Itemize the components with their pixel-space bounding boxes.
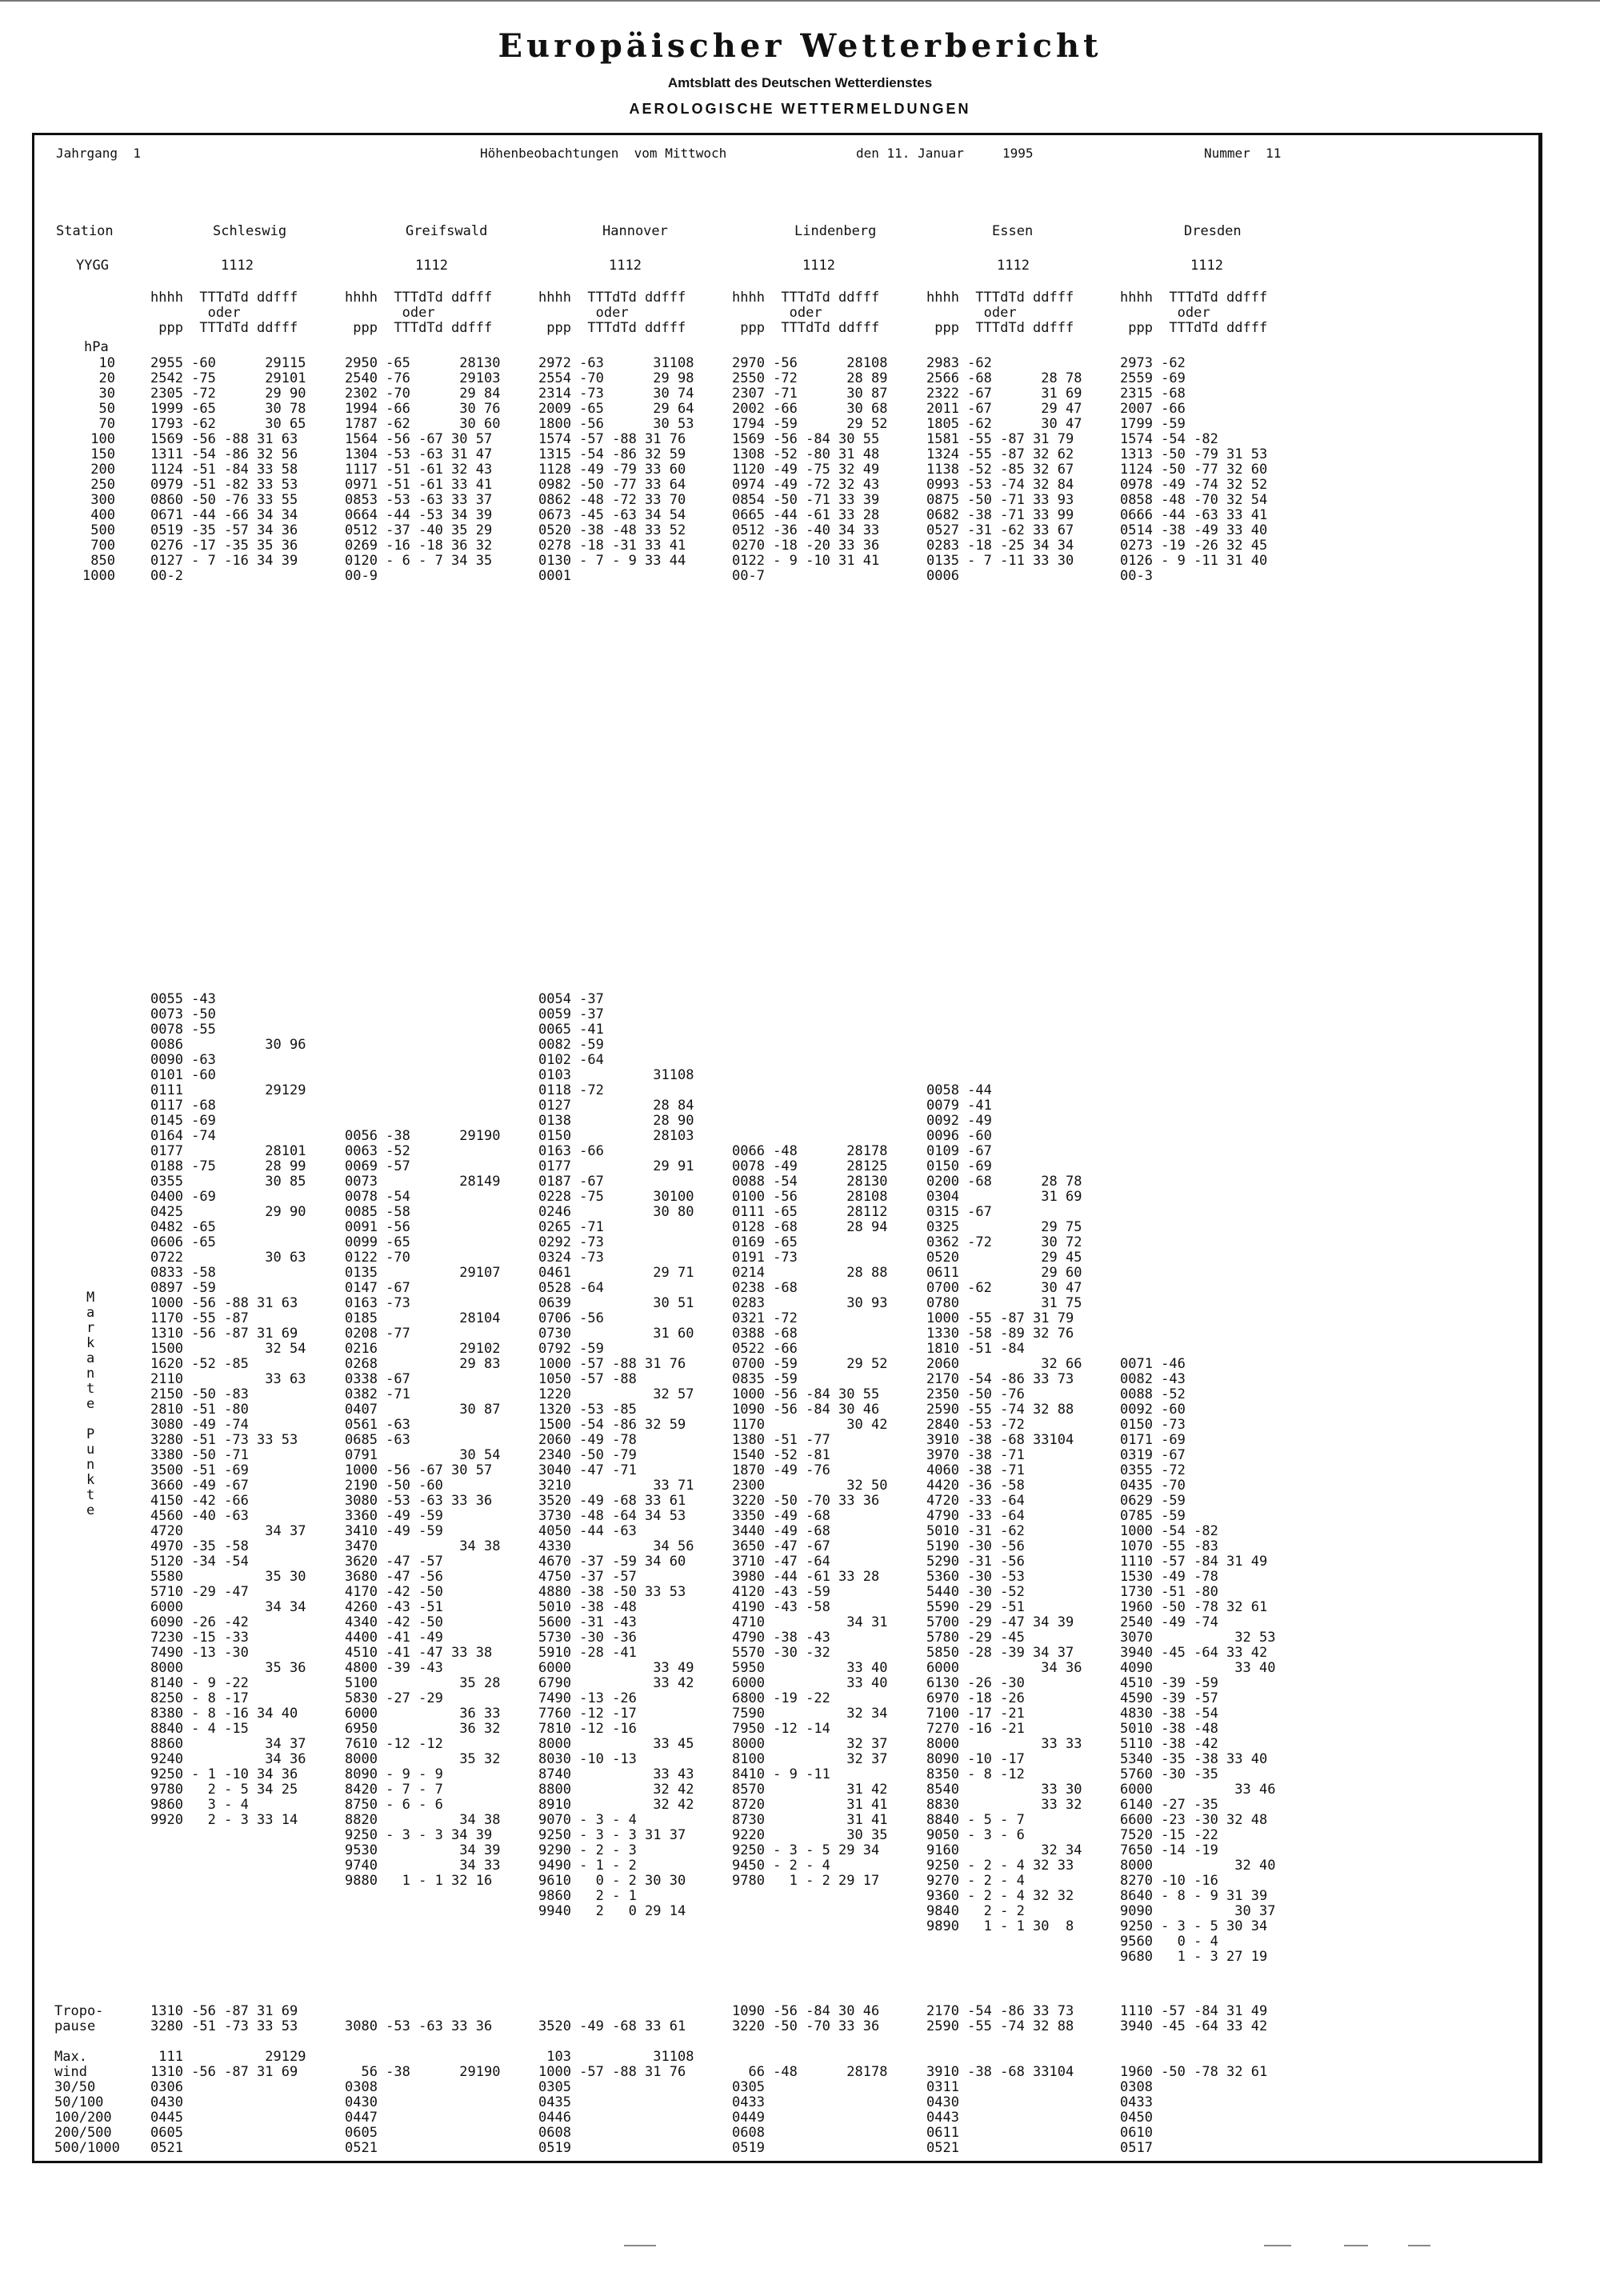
station-yygg: 1112 [997, 258, 1030, 274]
station-yygg: 1112 [609, 258, 642, 274]
standard-levels-block: 2973 -62 2559 -69 2315 -68 2007 -66 1799 -59 1574 -54 -82 1313 -50 -79 31 53 1124 -50 -77 32 60 0978 -49 -74 32 52 0858 -48 -70 32 54 0666 -44 -63 33 41 0514 -38 -49 33 40 0273 -19 -26 32 45 0126 - 9 -11 31 40 00-3 [1120, 355, 1268, 584]
station-column-header: hhhh TTTdTd ddfff oder ppp TTTdTd ddfff [345, 290, 493, 336]
station-yygg: 1112 [221, 258, 254, 274]
jahrgang: Jahrgang 1 [56, 146, 141, 161]
margin-mark [1264, 2245, 1291, 2246]
markante-punkte-label: M a r k a n t e P u n k t e [86, 1290, 95, 1518]
station-name: Lindenberg [794, 223, 877, 239]
report-number: Nummer 11 [1204, 146, 1282, 161]
significant-levels-block: 0054 -37 0059 -37 0065 -41 0082 -59 0102 -64 0103 31108 0118 -72 0127 28 84 0138 28 90 0150 28103 0163 -66 0177 29 91 0187 -67 0228 -75 30100 0246 30 80 0265 -71 0292 -73 0324 -73 0461 29 71 0528 -64 0639 30 51 0706 -56 0730 31 60 0792 -59 1000 -57 -88 31 76 1050 -57 -88 1220 32 57 1320 -53 -85 1500 -54 -86 32 59 2060 -49 -78 2340 -50 -79 3040 -47 -71 3210 33 71 3520 -49 -68 33 61 3730 -48 -64 34 53 4050 -44 -63 4330 34 56 4670 -37 -59 34 60 4750 -37 -57 4880 -38 -50 33 53 5010 -38 -48 5600 -31 -43 5730 -30 -36 5910 -28 -41 6000 33 49 6790 33 42 7490 -13 -26 7760 -12 -17 7810 -12 -16 8000 33 45 8030 -10 -13 8740 33 43 8800 32 42 8910 32 42 9070 - 3 - 4 9250 - 3 - 3 31 37 9290 - 2 - 3 9490 - 1 - 2 9610 0 - 2 30 30 9860 2 - 1 9940 2 0 29 14 [538, 991, 694, 1919]
pressure-levels: 10 20 30 50 70 100 150 200 250 300 400 500 700 850 1000 [82, 355, 115, 584]
standard-levels-block: 2955 -60 29115 2542 -75 29101 2305 -72 29 90 1999 -65 30 78 1793 -62 30 65 1569 -56 -88 31 63 1311 -54 -86 32 56 1124 -51 -84 33 58 0979 -51 -82 33 53 0860 -50 -76 33 55 0671 -44 -66 34 34 0519 -35 -57 34 36 0276 -17 -35 35 36 0127 - 7 -16 34 39 00-2 [150, 355, 306, 584]
margin-mark [1408, 2245, 1430, 2246]
station-name: Dresden [1184, 223, 1242, 239]
station-name: Essen [992, 223, 1034, 239]
station-column-header: hhhh TTTdTd ddfff oder ppp TTTdTd ddfff [150, 290, 298, 336]
significant-levels-block: 0058 -44 0079 -41 0092 -49 0096 -60 0109 -67 0150 -69 0200 -68 28 78 0304 31 69 0315 -67 0325 29 75 0362 -72 30 72 0520 29 45 0611 29 60 0700 -62 30 47 0780 31 75 1000 -55 -87 31 79 1330 -58 -89 32 76 1810 -51 -84 2060 32 66 2170 -54 -86 33 73 2350 -50 -76 2590 -55 -74 32 88 2840 -53 -72 3910 -38 -68 33104 3970 -38 -71 4060 -38 -71 4420 -36 -58 4720 -33 -64 4790 -33 -64 5010 -31 -62 5190 -30 -56 5290 -31 -56 5360 -30 -53 5440 -30 -52 5590 -29 -51 5700 -29 -47 34 39 5780 -29 -45 5850 -28 -39 34 37 6000 34 36 6130 -26 -30 6970 -18 -26 7100 -17 -21 7270 -16 -21 8000 33 33 8090 -10 -17 8350 - 8 -12 8540 33 30 8830 33 32 8840 - 5 - 7 9050 - 3 - 6 9160 32 34 9250 - 2 - 4 32 33 9270 - 2 - 4 9360 - 2 - 4 32 32 9840 2 - 2 9890 1 - 1 30 8 [926, 1082, 1082, 1934]
station-column-header: hhhh TTTdTd ddfff oder ppp TTTdTd ddfff [538, 290, 686, 336]
margin-mark [1344, 2245, 1368, 2246]
tropopause-maxwind-block: 1310 -56 -87 31 69 3280 -51 -73 33 53 111 29129 1310 -56 -87 31 69 0306 0430 0445 0605 0521 [150, 2003, 306, 2156]
standard-levels-block: 2972 -63 31108 2554 -70 29 98 2314 -73 30 74 2009 -65 29 64 1800 -56 30 53 1574 -57 -88 31 76 1315 -54 -86 32 59 1128 -49 -79 33 60 0982 -50 -77 33 64 0862 -48 -72 33 70 0673 -45 -63 34 54 0520 -38 -48 33 52 0278 -18 -31 33 41 0130 - 7 - 9 33 44 0001 [538, 355, 694, 584]
standard-levels-block: 2970 -56 28108 2550 -72 28 89 2307 -71 30 87 2002 -66 30 68 1794 -59 29 52 1569 -56 -84 30 55 1308 -52 -80 31 48 1120 -49 -75 32 49 0974 -49 -72 32 43 0854 -50 -71 33 39 0665 -44 -61 33 28 0512 -36 -40 34 33 0270 -18 -20 33 36 0122 - 9 -10 31 41 00-7 [732, 355, 888, 584]
tropopause-maxwind-block: 1090 -56 -84 30 46 3220 -50 -70 33 36 66 -48 28178 0305 0433 0449 0608 0519 [732, 2003, 888, 2156]
station-column-header: hhhh TTTdTd ddfff oder ppp TTTdTd ddfff [1120, 290, 1268, 336]
page-subtitle: Amtsblatt des Deutschen Wetterdienstes [667, 75, 933, 90]
page-top-rule [0, 0, 1600, 6]
tropopause-maxwind-block: 3080 -53 -63 33 36 56 -38 29190 0308 0430 0447 0605 0521 [345, 2018, 501, 2156]
station-yygg: 1112 [1190, 258, 1223, 274]
yygg-label: YYGG [76, 258, 109, 274]
tropopause-maxwind-block: 3520 -49 -68 33 61 103 31108 1000 -57 -88 31 76 0305 0435 0446 0608 0519 [538, 2018, 694, 2156]
station-yygg: 1112 [802, 258, 835, 274]
significant-levels-block: 0066 -48 28178 0078 -49 28125 0088 -54 28130 0100 -56 28108 0111 -65 28112 0128 -68 28 94 0169 -65 0191 -73 0214 28 88 0238 -68 0283 30 93 0321 -72 0388 -68 0522 -66 0700 -59 29 52 0835 -59 1000 -56 -84 30 55 1090 -56 -84 30 46 1170 30 42 1380 -51 -77 1540 -52 -81 1870 -49 -76 2300 32 50 3220 -50 -70 33 36 3350 -49 -68 3440 -49 -68 3650 -47 -67 3710 -47 -64 3980 -44 -61 33 28 4120 -43 -59 4190 -43 -58 4710 34 31 4790 -38 -43 5570 -30 -32 5950 33 40 6000 33 40 6800 -19 -22 7590 32 34 7950 -12 -14 8000 32 37 8100 32 37 8410 - 9 -11 8570 31 42 8720 31 41 8730 31 41 9220 30 35 9250 - 3 - 5 29 34 9450 - 2 - 4 9780 1 - 2 29 17 [732, 1143, 888, 1889]
page-title: Europäischer Wetterbericht [498, 27, 1102, 65]
standard-levels-block: 2983 -62 2566 -68 28 78 2322 -67 31 69 2011 -67 29 47 1805 -62 30 47 1581 -55 -87 31 79 1324 -55 -87 32 62 1138 -52 -85 32 67 0993 -53 -74 32 84 0875 -50 -71 33 93 0682 -38 -71 33 99 0527 -31 -62 33 67 0283 -18 -25 34 34 0135 - 7 -11 33 30 0006 [926, 355, 1082, 584]
station-name: Hannover [602, 223, 668, 239]
report-title: Höhenbeobachtungen vom Mittwoch [480, 146, 727, 161]
report-date: den 11. Januar 1995 [856, 146, 1034, 161]
station-column-header: hhhh TTTdTd ddfff oder ppp TTTdTd ddfff [732, 290, 880, 336]
significant-levels-block: 0055 -43 0073 -50 0078 -55 0086 30 96 0090 -63 0101 -60 0111 29129 0117 -68 0145 -69 0164 -74 0177 28101 0188 -75 28 99 0355 30 85 0400 -69 0425 29 90 0482 -65 0606 -65 0722 30 63 0833 -58 0897 -59 1000 -56 -88 31 63 1170 -55 -87 1310 -56 -87 31 69 1500 32 54 1620 -52 -85 2110 33 63 2150 -50 -83 2810 -51 -80 3080 -49 -74 3280 -51 -73 33 53 3380 -50 -71 3500 -51 -69 3660 -49 -67 4150 -42 -66 4560 -40 -63 4720 34 37 4970 -35 -58 5120 -34 -54 5580 35 30 5710 -29 -47 6000 34 34 6090 -26 -42 7230 -15 -33 7490 -13 -30 8000 35 36 8140 - 9 -22 8250 - 8 -17 8380 - 8 -16 34 40 8840 - 4 -15 8860 34 37 9240 34 36 9250 - 1 -10 34 36 9780 2 - 5 34 25 9860 3 - 4 9920 2 - 3 33 14 [150, 991, 306, 1828]
section-title: AEROLOGISCHE WETTERMELDUNGEN [629, 101, 971, 117]
station-column-header: hhhh TTTdTd ddfff oder ppp TTTdTd ddfff [926, 290, 1074, 336]
hpa-label: hPa [84, 339, 109, 355]
significant-levels-block: 0056 -38 29190 0063 -52 0069 -57 0073 28149 0078 -54 0085 -58 0091 -56 0099 -65 0122 -70 0135 29107 0147 -67 0163 -73 0185 28104 0208 -77 0216 29102 0268 29 83 0338 -67 0382 -71 0407 30 87 0561 -63 0685 -63 0791 30 54 1000 -56 -67 30 57 2190 -50 -60 3080 -53 -63 33 36 3360 -49 -59 3410 -49 -59 3470 34 38 3620 -47 -57 3680 -47 -56 4170 -42 -50 4260 -43 -51 4340 -42 -50 4400 -41 -49 4510 -41 -47 33 38 4800 -39 -43 5100 35 28 5830 -27 -29 6000 36 33 6950 36 32 7610 -12 -12 8000 35 32 8090 - 9 - 9 8420 - 7 - 7 8750 - 6 - 6 8820 34 38 9250 - 3 - 3 34 39 9530 34 39 9740 34 33 9880 1 - 1 32 16 [345, 1128, 501, 1889]
station-yygg: 1112 [415, 258, 448, 274]
station-name: Greifswald [406, 223, 488, 239]
standard-levels-block: 2950 -65 28130 2540 -76 29103 2302 -70 29 84 1994 -66 30 76 1787 -62 30 60 1564 -56 -67 30 57 1304 -53 -63 31 47 1117 -51 -61 32 43 0971 -51 -61 33 41 0853 -53 -63 33 37 0664 -44 -53 34 39 0512 -37 -40 35 29 0269 -16 -18 36 32 0120 - 6 - 7 34 35 00-9 [345, 355, 501, 584]
station-label: Station [56, 223, 114, 239]
significant-levels-block: 0071 -46 0082 -43 0088 -52 0092 -60 0150 -73 0171 -69 0319 -67 0355 -72 0435 -70 0629 -59 0785 -59 1000 -54 -82 1070 -55 -83 1110 -57 -84 31 49 1530 -49 -78 1730 -51 -80 1960 -50 -78 32 61 2540 -49 -74 3070 32 53 3940 -45 -64 33 42 4090 33 40 4510 -39 -59 4590 -39 -57 4830 -38 -54 5010 -38 -48 5110 -38 -42 5340 -35 -38 33 40 5760 -30 -35 6000 33 46 6140 -27 -35 6600 -23 -30 32 48 7520 -15 -22 7650 -14 -19 8000 32 40 8270 -10 -16 8640 - 8 - 9 31 39 9090 30 37 9250 - 3 - 5 30 34 9560 0 - 4 9680 1 - 3 27 19 [1120, 1356, 1276, 1965]
tropopause-maxwind-block: 1110 -57 -84 31 49 3940 -45 -64 33 42 1960 -50 -78 32 61 0308 0433 0450 0610 0517 [1120, 2003, 1268, 2156]
footer-labels: Tropo- pause Max. wind 30/50 50/100 100/200 200/500 500/1000 [54, 2003, 120, 2156]
station-name: Schleswig [213, 223, 287, 239]
margin-mark [624, 2245, 656, 2246]
tropopause-maxwind-block: 2170 -54 -86 33 73 2590 -55 -74 32 88 3910 -38 -68 33104 0311 0430 0443 0611 0521 [926, 2003, 1074, 2156]
